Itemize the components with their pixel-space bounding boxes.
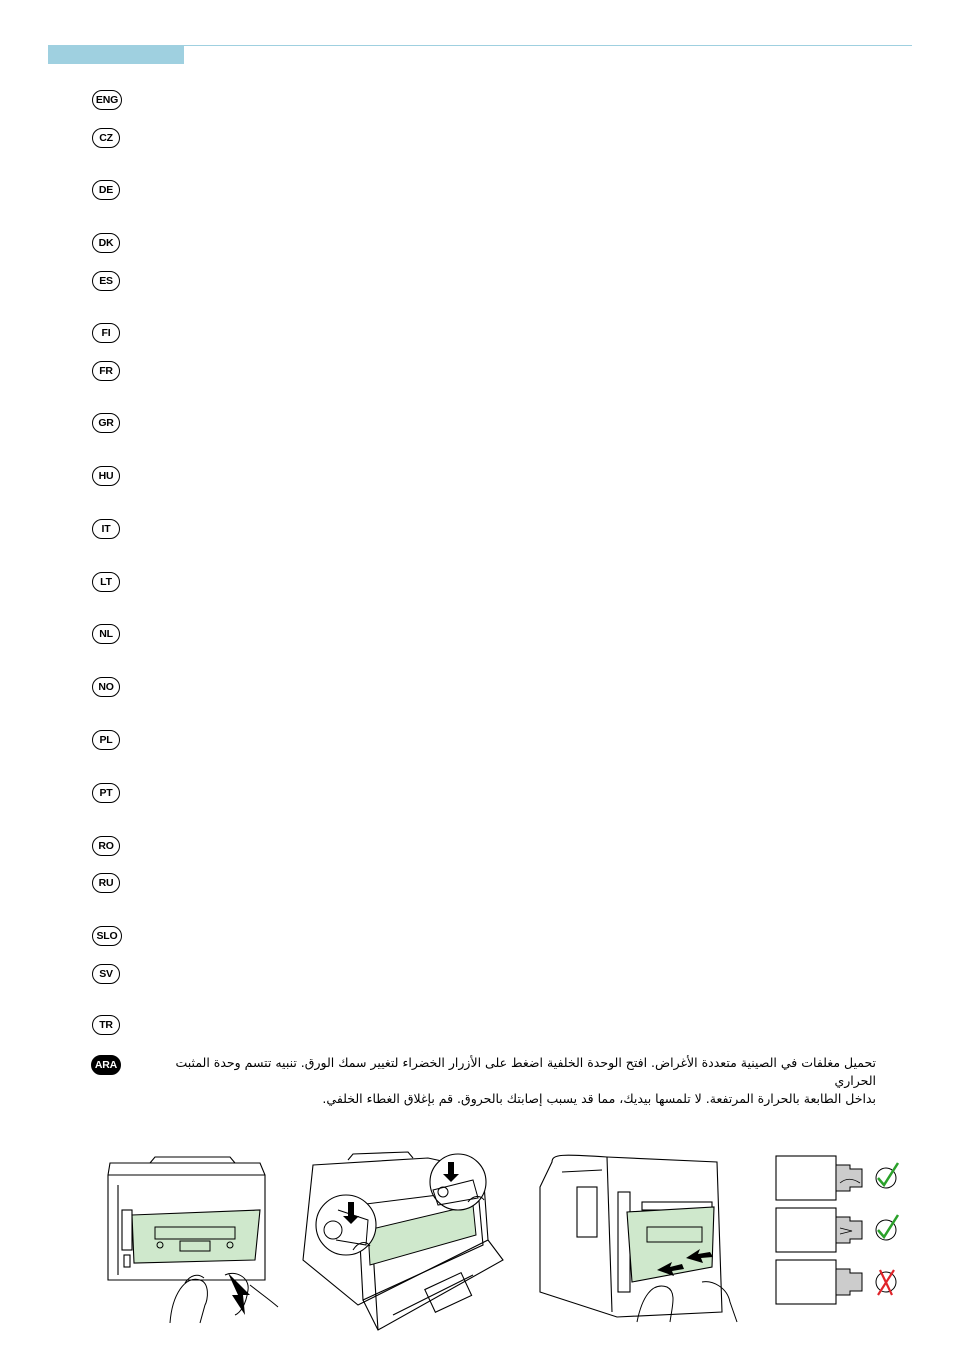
lang-badge-nl: NL	[92, 624, 120, 644]
lang-badge-fr: FR	[92, 361, 120, 381]
header-rule	[184, 45, 912, 46]
figure-rear-unit-open	[100, 1155, 280, 1325]
check-icon	[876, 1215, 898, 1240]
lang-badge-tr: TR	[92, 1015, 120, 1035]
arabic-instructions	[150, 1054, 876, 1108]
lang-badge-no: NO	[92, 677, 120, 697]
lang-badge-it: IT	[92, 519, 120, 539]
lang-badge-lt: LT	[92, 572, 120, 592]
arabic-line-1: تحميل مغلفات في الصينية متعددة الأغراض. افتح الوحدة الخلفية اضغط على الأزرار الخضراء لتغيير سمك الورق. تنبيه تتسم وحدة المثبت الحراري	[175, 1055, 876, 1088]
lang-badge-ru: RU	[92, 873, 120, 893]
lang-badge-fi: FI	[92, 323, 120, 343]
lang-badge-ara: ARA	[91, 1055, 121, 1075]
lang-badge-de: DE	[92, 180, 120, 200]
lang-badge-cz: CZ	[92, 128, 120, 148]
lang-badge-gr: GR	[92, 413, 120, 433]
lang-badge-dk: DK	[92, 233, 120, 253]
lang-badge-pl: PL	[92, 730, 120, 750]
figure-close-rear-cover	[532, 1152, 742, 1327]
figure-green-buttons	[298, 1150, 508, 1335]
lang-badge-pt: PT	[92, 783, 120, 803]
arabic-line-2: بداخل الطابعة بالحرارة المرتفعة. لا تلمسها بيديك، مما قد يسبب إصابتك بالحروق. قم بإغلاق الغطاء الخلفي.	[322, 1091, 876, 1106]
figure-envelope-thickness	[772, 1153, 907, 1333]
lang-badge-slo: SLO	[92, 926, 122, 946]
lang-badge-sv: SV	[92, 964, 120, 984]
lang-badge-hu: HU	[92, 466, 120, 486]
lang-badge-es: ES	[92, 271, 120, 291]
check-icon	[876, 1163, 898, 1188]
cross-icon	[876, 1270, 896, 1295]
lang-badge-ro: RO	[92, 836, 120, 856]
header-bar	[48, 45, 184, 64]
lang-badge-eng: ENG	[92, 90, 122, 110]
